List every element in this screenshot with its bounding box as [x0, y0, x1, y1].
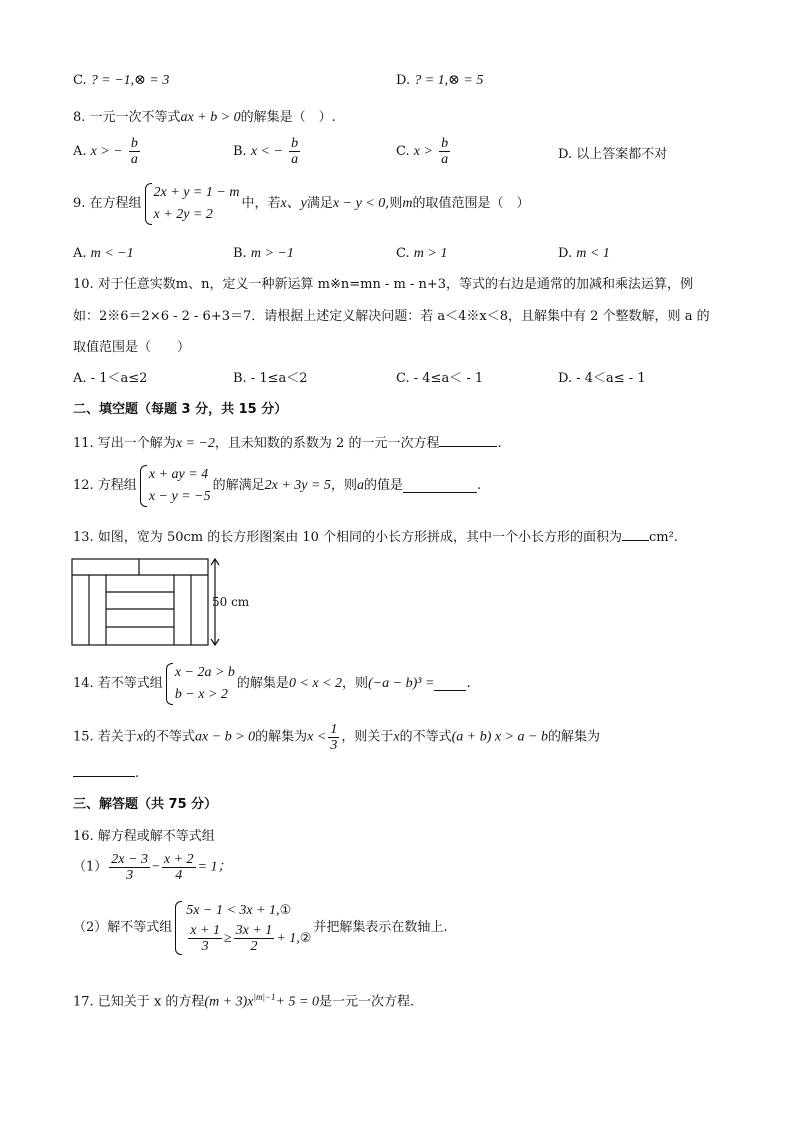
q15 [73, 722, 600, 753]
q11 [73, 434, 502, 453]
system-eq1: x − 2a > b [174, 665, 235, 680]
q9-vars: x、y [280, 196, 307, 211]
denominator: 4 [175, 868, 183, 883]
part-label: （1） [73, 859, 108, 875]
q10-line3: 取值范围是（ ） [73, 340, 191, 355]
q15-text4: 的不等式 [399, 729, 452, 745]
numerator: b [130, 136, 138, 151]
q9-middle: 中，若 [241, 196, 281, 211]
equals-tail: = 1； [197, 859, 232, 875]
circled-one: ① [279, 903, 292, 918]
denominator: a [441, 152, 449, 167]
option-label: D. [558, 371, 573, 386]
part2-suffix: 并把解集表示在数轴上. [313, 920, 448, 935]
q8-option-b [233, 136, 302, 167]
q17-prefix: 17. 已知关于 x 的方程 [73, 994, 205, 1010]
q12-end: . [476, 478, 482, 493]
q7-option-c [73, 72, 169, 90]
option-label: C. [396, 144, 410, 159]
system-eq2: b − x > 2 [174, 687, 228, 702]
denominator: 2 [250, 939, 258, 955]
q9-var-m: m [402, 196, 413, 211]
q17-suffix: 是一元一次方程. [318, 994, 415, 1010]
q15-prefix: 15. 若关于 [73, 729, 137, 745]
q12-prefix: 12. 方程组 [73, 478, 137, 493]
denominator: a [130, 152, 138, 167]
q15-text3: ，则关于 [341, 729, 394, 745]
q15-var-x2: x [393, 729, 400, 745]
q9-option-d [558, 245, 610, 263]
q16-title: 16. 解方程或解不等式组 [73, 829, 215, 844]
option-label: D. [558, 147, 573, 162]
q10-option-b [233, 370, 308, 388]
numerator: 2x − 3 [111, 852, 148, 867]
q8-option-c [396, 136, 452, 167]
option-label: C. [396, 246, 410, 261]
q9-cond-text: 满足 [306, 196, 333, 211]
q14-middle: 的解集是 [236, 676, 289, 691]
q9-tail: 的取值范围是（ ） [412, 196, 530, 211]
fraction [234, 923, 275, 954]
q11-end: . [497, 436, 502, 451]
option-expr: ? = −1,⊗ = 3 [90, 73, 170, 88]
q12 [73, 464, 481, 508]
fraction [328, 722, 339, 753]
q16-part1 [73, 852, 231, 883]
option-label: B. [233, 371, 247, 386]
numerator: b [441, 136, 449, 151]
option-expr: ? = 1,⊗ = 5 [414, 73, 484, 88]
system-eq2: x + 2y = 2 [153, 207, 213, 222]
q13-unit: cm². [649, 530, 678, 545]
q8-suffix: 的解集是（ ）. [240, 110, 336, 125]
q12-cond: 2x + 3y = 5 [264, 478, 331, 493]
q8-option-a [73, 136, 142, 167]
q10-line2: 如：2※6＝2×6 - 2 - 6+3＝7．请根据上述定义解决问题：若 a＜4※x＜8，且解集中有 2 个整数解，则 a 的 [73, 309, 710, 324]
q8-option-d [558, 146, 667, 164]
q8-stem [73, 109, 336, 127]
option-label: A. [73, 371, 87, 386]
q9-cond-expr: x − y < 0 [332, 196, 386, 211]
option-lhs: x > − [90, 144, 123, 159]
option-expr: m > 1 [413, 246, 448, 261]
option-label: D. [396, 73, 411, 88]
system-eq1: 2x + y = 1 − m [153, 185, 240, 200]
option-lhs: x < − [250, 144, 283, 159]
outer-rectangle [72, 559, 208, 645]
option-expr: - 1≤a＜2 [250, 371, 308, 386]
q17-exponent: |m|−1 [253, 992, 276, 1002]
q8-prefix: 8. 一元一次不等式 [73, 110, 181, 125]
denominator: 3 [330, 738, 338, 753]
system-row2 [186, 922, 311, 956]
answer-blank[interactable] [73, 764, 135, 777]
q15-text2: 的解集为 [255, 729, 308, 745]
ge-sign: ≥ [223, 931, 232, 946]
option-label: C. [73, 73, 87, 88]
answer-blank[interactable] [622, 528, 649, 541]
q13-text: 13. 如图，宽为 50cm 的长方形图案由 10 个相同的小长方形拼成，其中一个小长方形的面积为 [73, 530, 623, 545]
q15-ineq: ax − b > 0 [195, 729, 256, 745]
q12-var-a: a [356, 478, 364, 493]
answer-blank[interactable] [403, 480, 477, 493]
option-expr: m < −1 [90, 246, 134, 261]
q15-end: . [135, 766, 140, 781]
q12-suffix: ，则 [330, 478, 357, 493]
numerator: 1 [330, 722, 338, 737]
fraction [162, 852, 196, 883]
q9-stem [73, 182, 530, 226]
system-eq1: 5x − 1 < 3x + 1, [186, 903, 280, 918]
inequality-system [174, 900, 311, 956]
fraction [109, 852, 150, 883]
system-eq2: x − y = −5 [148, 489, 211, 504]
option-label: A. [73, 246, 87, 261]
numerator: x + 2 [163, 852, 194, 867]
system-eq1: x + ay = 4 [148, 467, 209, 482]
q10-line1: 10. 对于任意实数m、n，定义一种新运算 m※n=mn - m - n+3，等式的右边是通常的加减和乘法运算，例 [73, 277, 694, 292]
option-expr: - 4≤a＜ - 1 [413, 371, 484, 386]
q8-expr: ax + b > 0 [180, 110, 241, 125]
q13 [73, 528, 678, 547]
section3-heading: 三、解答题（共 75 分） [73, 797, 218, 812]
system-row1 [186, 900, 311, 922]
denominator: 3 [201, 939, 209, 955]
option-expr: - 1＜a≤2 [90, 371, 148, 386]
option-label: C. [396, 371, 410, 386]
q15-var-x: x [136, 729, 144, 745]
section2-heading: 二、填空题（每题 3 分，共 15 分） [73, 402, 288, 417]
system-eq2-tail: + 1, [276, 931, 300, 946]
minus-sign: − [151, 859, 160, 875]
q15-text5: 的解集为 [547, 729, 600, 745]
q14-end: . [466, 676, 471, 691]
q10-option-d [558, 370, 646, 388]
q7-option-d [396, 72, 483, 90]
fraction [289, 136, 300, 167]
equation-system [139, 464, 211, 508]
q9-suffix: ,则 [385, 196, 403, 211]
q9-prefix: 9. 在方程组 [73, 196, 142, 211]
circled-two: ② [299, 931, 312, 946]
q14-prefix: 14. 若不等式组 [73, 676, 163, 691]
numerator: b [291, 136, 299, 151]
option-expr: m > −1 [250, 246, 294, 261]
option-label: B. [233, 144, 247, 159]
fraction [129, 136, 140, 167]
fraction [439, 136, 450, 167]
q9-option-c [396, 245, 447, 263]
option-expr: - 4＜a≤ - 1 [576, 371, 646, 386]
q11-prefix: 11. 写出一个解为 [73, 436, 176, 451]
numerator: 3x + 1 [235, 923, 273, 939]
fraction [188, 923, 222, 954]
q9-option-b [233, 245, 294, 263]
q10-option-a [73, 370, 147, 388]
q14-suffix: ，则 [342, 676, 369, 691]
equation-system [144, 182, 240, 226]
answer-blank[interactable] [439, 434, 497, 447]
q17-expr-tail: + 5 = 0 [275, 994, 319, 1010]
option-label: A. [73, 144, 87, 159]
option-label: D. [558, 246, 573, 261]
q15-ineq2: (a + b) x > a − b [451, 729, 548, 745]
q14-expr: (−a − b)³ = [368, 676, 435, 691]
q17 [73, 988, 414, 1011]
numerator: x + 1 [190, 923, 220, 939]
part-label: （2）解不等式组 [73, 920, 173, 935]
q15-text1: 的不等式 [143, 729, 196, 745]
q15-sol-lhs: x < [307, 729, 327, 745]
option-lhs: x > [413, 144, 433, 159]
answer-blank[interactable] [434, 678, 466, 691]
inequality-system [165, 662, 235, 706]
option-text: 以上答案都不对 [576, 147, 668, 162]
q14-range: 0 < x < 2 [288, 676, 343, 691]
option-label: B. [233, 246, 247, 261]
denominator: 3 [126, 868, 134, 883]
option-expr: m < 1 [576, 246, 610, 261]
q16-part2 [73, 900, 448, 956]
q11-expr: x = −2 [175, 436, 215, 451]
q12-middle: 的解满足 [212, 478, 265, 493]
q12-tail: 的值是 [363, 478, 403, 493]
denominator: a [291, 152, 299, 167]
q15-answer-line [73, 764, 139, 783]
q14 [73, 662, 471, 706]
q11-suffix: ，且未知数的系数为 2 的一元一次方程 [214, 436, 440, 451]
q17-expr: (m + 3)x [204, 994, 254, 1010]
q9-option-a [73, 245, 134, 263]
figure-label: 50 cm [212, 595, 250, 609]
q10-option-c [396, 370, 483, 388]
